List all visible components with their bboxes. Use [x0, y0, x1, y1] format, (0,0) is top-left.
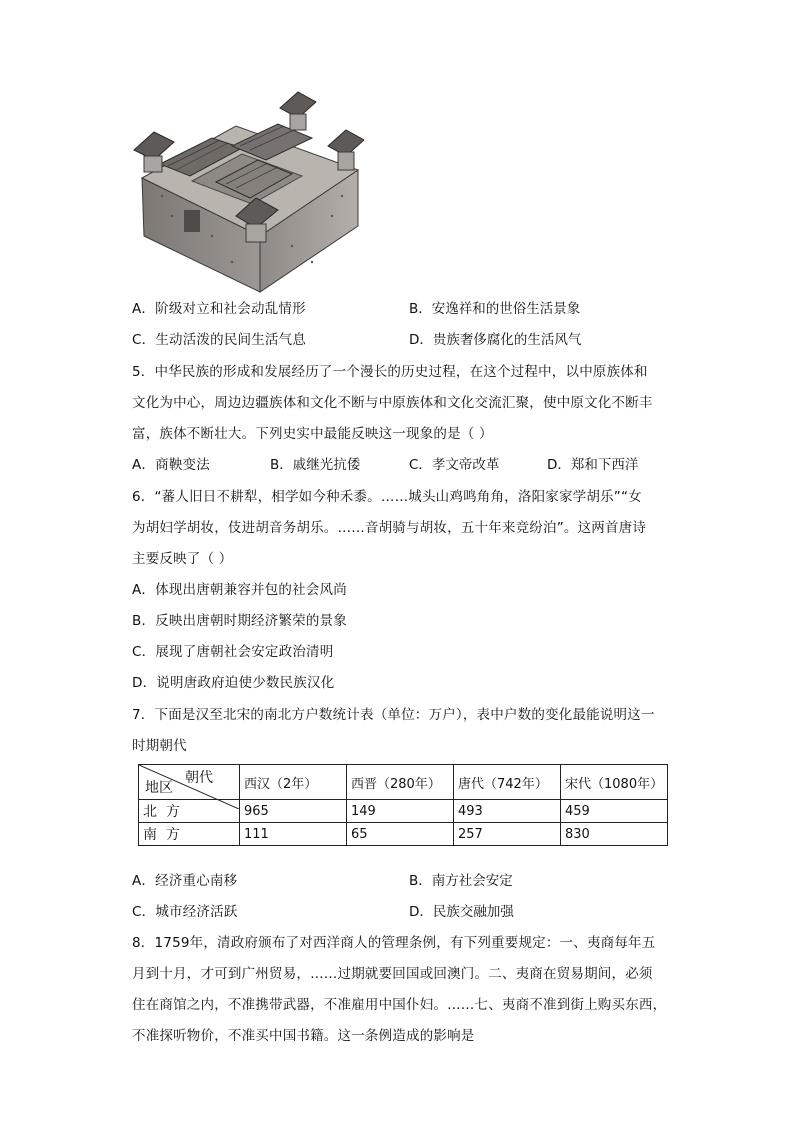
q8-stem-line-2: 月到十月，才可到广州贸易，……过期就要回国或回澳门。二、夷商在贸易期间，必须: [132, 966, 653, 982]
table-cell: 965: [240, 800, 347, 823]
q5-option-d: D．郑和下西洋: [547, 457, 639, 473]
row-label-south: 南 方: [139, 823, 240, 846]
table-row: [139, 823, 668, 846]
q6-option-c: C．展现了唐朝社会安定政治清明: [132, 644, 334, 660]
household-statistics-table: [138, 764, 668, 846]
corner-label-dynasty: 朝代: [185, 770, 213, 786]
column-header: 西汉（2年）: [240, 765, 347, 800]
q5-stem-line-3: 富，族体不断壮大。下列史实中最能反映这一现象的是（ ）: [132, 426, 493, 442]
q5-option-a: A．商鞅变法: [132, 457, 210, 473]
q4-option-b: B．安逸祥和的世俗生活景象: [409, 301, 581, 317]
table-header-row: [139, 765, 668, 800]
q7-option-a: A．经济重心南移: [132, 873, 238, 889]
q5-option-c: C．孝文帝改革: [409, 457, 500, 473]
q7-option-d: D．民族交融加强: [409, 904, 514, 920]
table-cell: 65: [347, 823, 454, 846]
table-cell: 257: [454, 823, 561, 846]
q6-option-b: B．反映出唐朝时期经济繁荣的景象: [132, 613, 347, 629]
table-cell: 493: [454, 800, 561, 823]
q5-stem-line-1: 5．中华民族的形成和发展经历了一个漫长的历史过程，在这个过程中，以中原族体和: [132, 364, 648, 380]
q5-stem-line-2: 文化为中心，周边边疆族体和文化不断与中原族体和文化交流汇聚，使中原文化不断丰: [132, 395, 653, 411]
column-header: 西晋（280年）: [347, 765, 454, 800]
corner-label-region: 地区: [145, 780, 173, 796]
table-cell: 830: [561, 823, 668, 846]
table-cell: 459: [561, 800, 668, 823]
q4-option-a: A．阶级对立和社会动乱情形: [132, 301, 306, 317]
q8-stem-line-3: 住在商馆之内，不准携带武器，不准雇用中国仆妇。……七、夷商不准到街上购买东西，: [132, 997, 667, 1013]
q6-stem-line-2: 为胡妇学胡妆，伎进胡音务胡乐。……音胡骑与胡妆，五十年来竞纷泊”。这两首唐诗: [132, 520, 647, 536]
table-corner-cell: [139, 765, 240, 800]
q4-option-d: D．贵族奢侈腐化的生活风气: [409, 332, 582, 348]
table-cell: 149: [347, 800, 454, 823]
q8-stem-line-1: 8．1759年，清政府颁布了对西洋商人的管理条例，有下列重要规定：一、夷商每年五: [132, 935, 656, 951]
q6-option-d: D．说明唐政府迫使少数民族汉化: [132, 675, 335, 691]
q5-option-b: B．戚继光抗倭: [270, 457, 361, 473]
q7-option-b: B．南方社会安定: [409, 873, 513, 889]
q7-option-c: C．城市经济活跃: [132, 904, 238, 920]
q4-option-c: C．生动活泼的民间生活气息: [132, 332, 307, 348]
q8-stem-line-4: 不准探听物价，不准买中国书籍。这一条例造成的影响是: [132, 1028, 475, 1044]
q6-stem-line-1: 6．“蕃人旧日不耕犁，相学如今种禾黍。……城头山鸡鸣角角，洛阳家家学胡乐”“女: [132, 489, 642, 505]
pottery-courtyard-model-image: [132, 86, 364, 294]
column-header: 唐代（742年）: [454, 765, 561, 800]
q6-stem-line-3: 主要反映了（ ）: [132, 551, 233, 567]
row-label-north: 北 方: [139, 800, 240, 823]
table-cell: 111: [240, 823, 347, 846]
q6-option-a: A．体现出唐朝兼容并包的社会风尚: [132, 582, 347, 598]
q7-stem-line-2: 时期朝代: [132, 738, 187, 754]
q7-stem-line-1: 7．下面是汉至北宋的南北方户数统计表（单位：万户），表中户数的变化最能说明这一: [132, 707, 655, 723]
column-header: 宋代（1080年）: [561, 765, 668, 800]
